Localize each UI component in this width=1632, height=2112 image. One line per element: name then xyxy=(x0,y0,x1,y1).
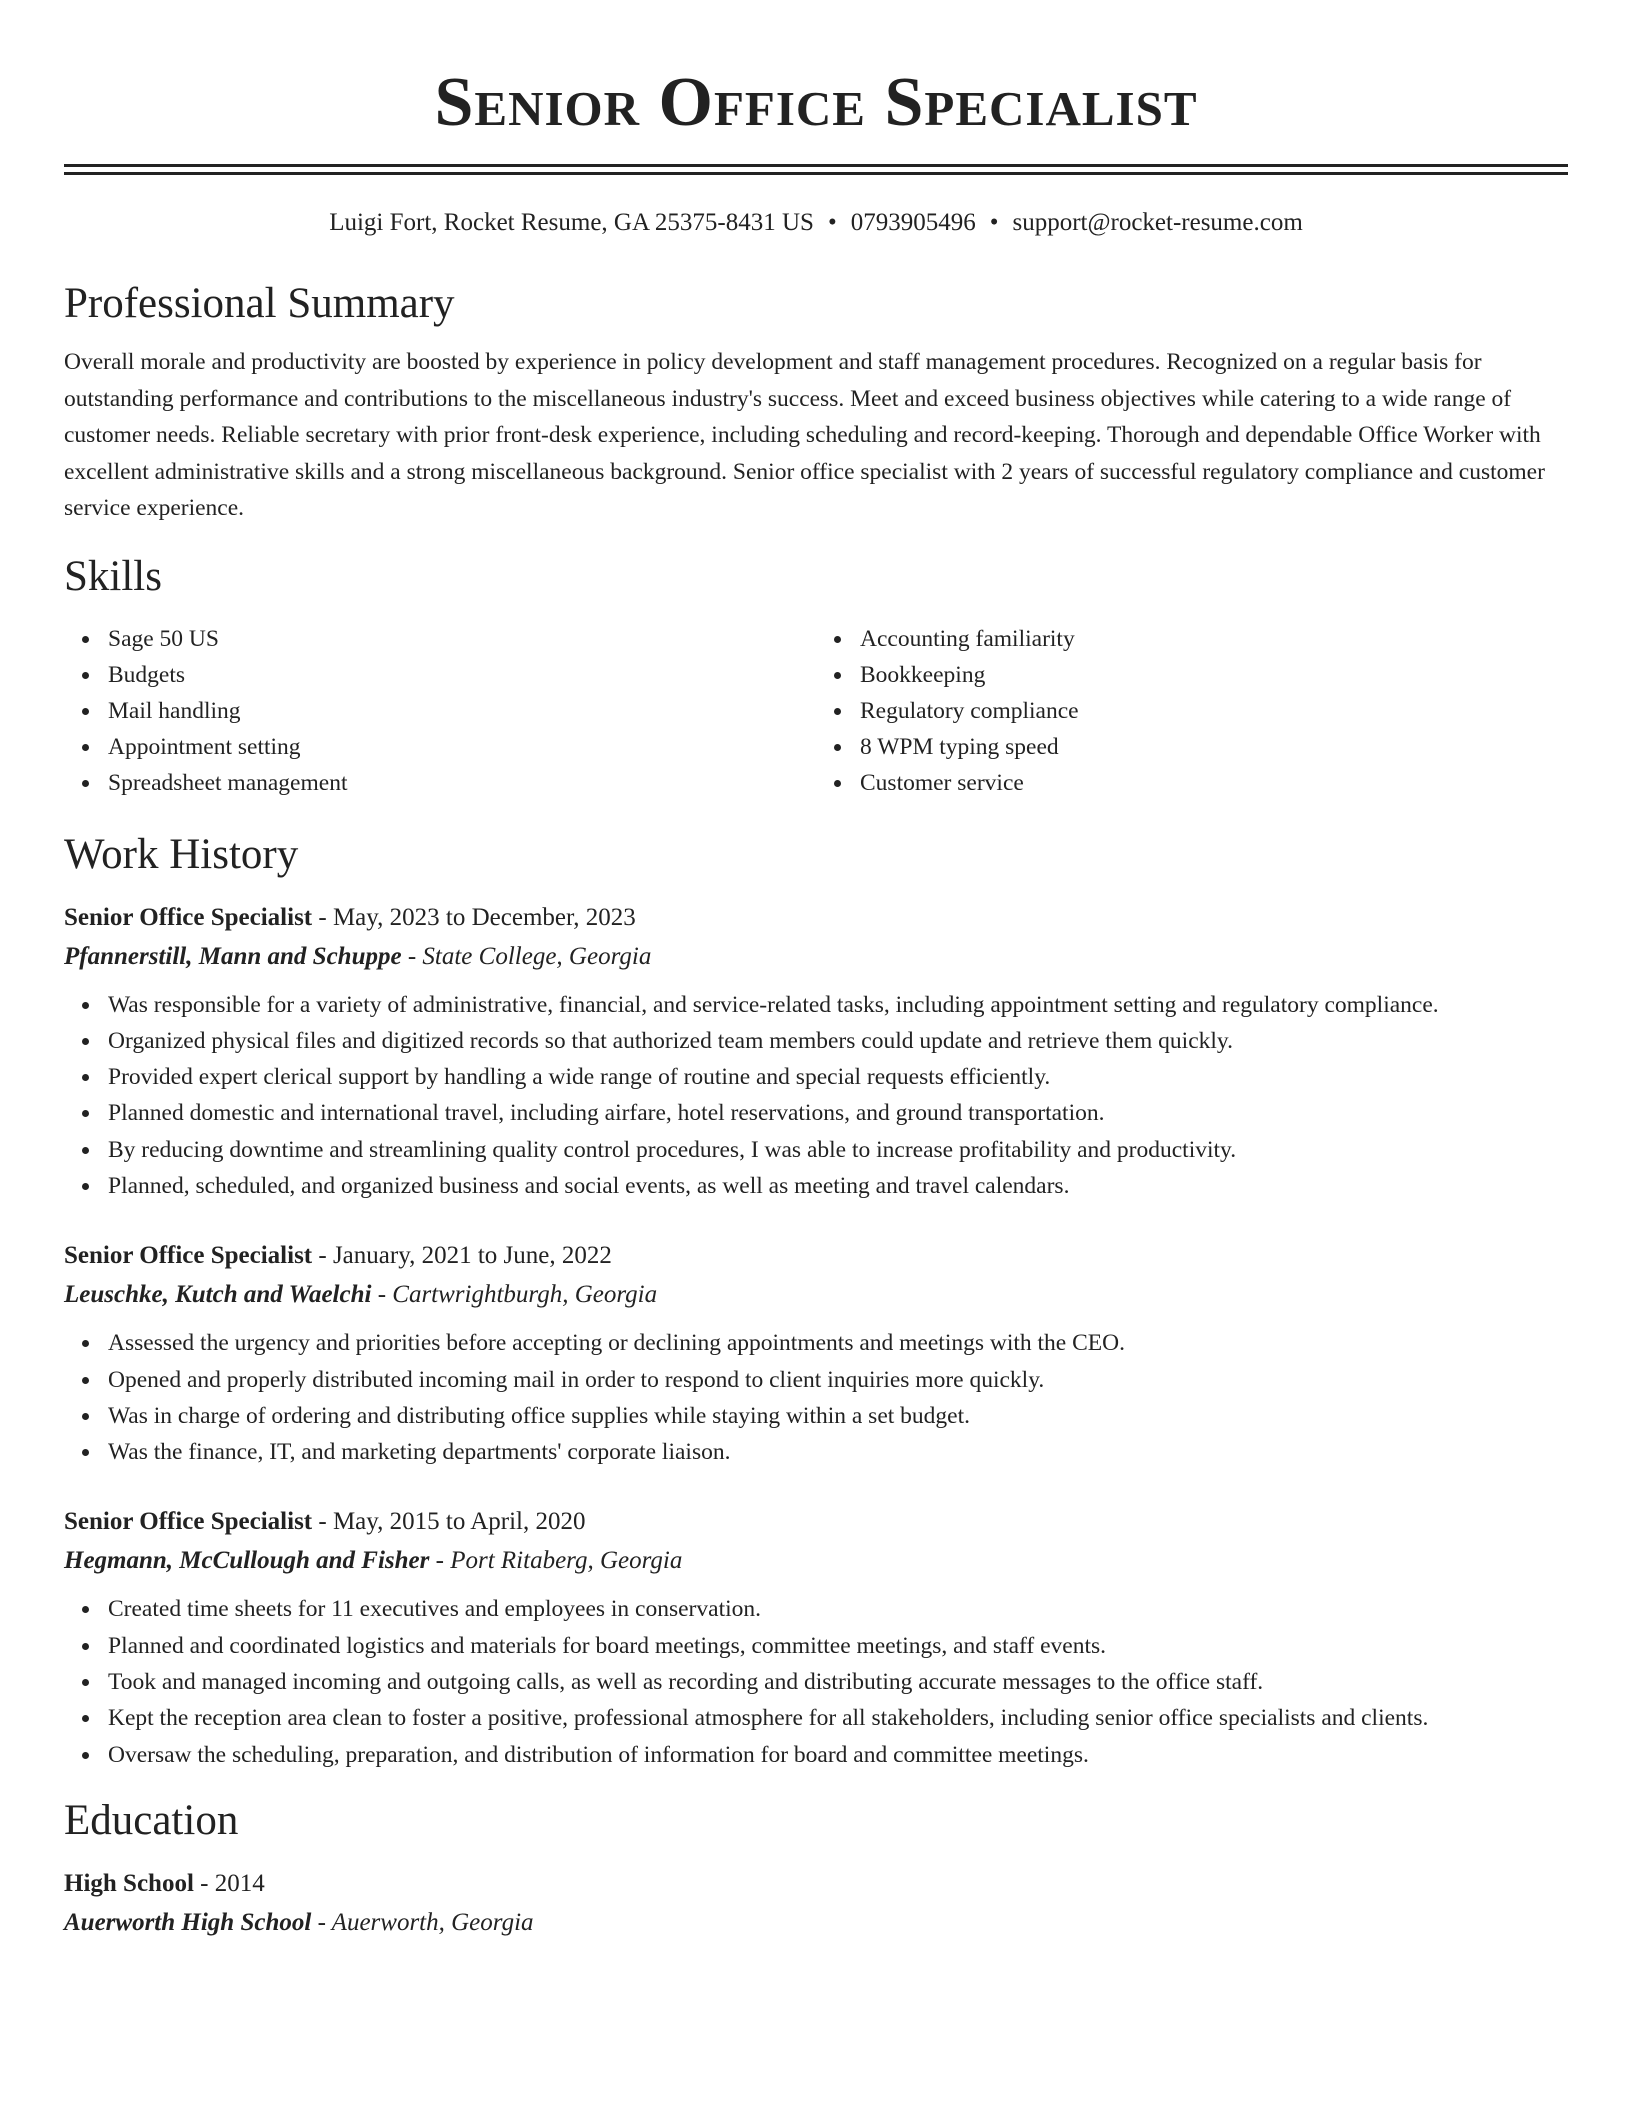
degree-line xyxy=(64,1865,1568,1903)
employer-name: Hegmann, McCullough and Fisher xyxy=(64,1547,430,1575)
skill-item: Spreadsheet management xyxy=(108,765,816,801)
employer-location: - Port Ritaberg, Georgia xyxy=(429,1547,683,1575)
resume-title: Senior Office Specialist xyxy=(434,64,1198,141)
duty-item: Opened and properly distributed incoming mail in order to respond to client inquiries more quickly. xyxy=(108,1362,1568,1398)
employer-location: - State College, Georgia xyxy=(401,942,652,970)
skill-item: Bookkeeping xyxy=(860,657,1568,693)
job-title-line xyxy=(64,899,1568,937)
employer-name: Leuschke, Kutch and Waelchi xyxy=(64,1281,372,1309)
degree-year: - 2014 xyxy=(193,1869,265,1897)
contact-line xyxy=(64,206,1568,240)
skill-item: Regulatory compliance xyxy=(860,693,1568,729)
duty-item: Organized physical files and digitized records so that authorized team members could update and retrieve them quickly. xyxy=(108,1023,1568,1059)
skills-column-left xyxy=(64,621,816,801)
job-duties xyxy=(64,1325,1568,1470)
duty-item: Was in charge of ordering and distributing office supplies while staying within a set budget. xyxy=(108,1398,1568,1434)
skill-item: Sage 50 US xyxy=(108,621,816,657)
contact-separator: • xyxy=(827,209,837,236)
duty-item: Kept the reception area clean to foster a positive, professional atmosphere for all stakeholders, including senior office specialists and clients. xyxy=(108,1700,1568,1736)
job-duties xyxy=(64,987,1568,1205)
duty-item: By reducing downtime and streamlining quality control procedures, I was able to increase profitability and productivity. xyxy=(108,1132,1568,1168)
skills-heading: Skills xyxy=(64,552,162,600)
duty-item: Planned, scheduled, and organized business and social events, as well as meeting and travel calendars. xyxy=(108,1168,1568,1204)
contact-phone: 0793905496 xyxy=(850,209,976,236)
school-line xyxy=(64,1903,1568,1943)
summary-text: Overall morale and productivity are boosted by experience in policy development and staff management procedures. Recognized on a regular basis for outstanding performance and contributions to the miscellaneous industry's success. Meet and exceed business objectives while catering to a wide range of customer needs. Reliable secretary with prior front-desk experience, including scheduling and record-keeping. Thorough and dependable Office Worker with excellent administrative skills and a strong miscellaneous background. Senior office specialist with 2 years of successful regulatory compliance and customer service experience. xyxy=(64,349,1545,521)
school-name: Auerworth High School xyxy=(64,1908,312,1936)
work-history-heading: Work History xyxy=(64,830,299,878)
duty-item: Created time sheets for 11 executives and employees in conservation. xyxy=(108,1591,1568,1627)
school-location: - Auerworth, Georgia xyxy=(311,1908,534,1936)
duty-item: Oversaw the scheduling, preparation, and distribution of information for board and committee meetings. xyxy=(108,1737,1568,1773)
employer-location: - Cartwrightburgh, Georgia xyxy=(371,1281,658,1309)
employer-line xyxy=(64,1275,1568,1315)
skills-column-right xyxy=(816,621,1568,801)
skill-item: Budgets xyxy=(108,657,816,693)
job-role: Senior Office Specialist xyxy=(64,1242,313,1270)
education-entry xyxy=(64,1865,1568,1943)
skill-item: 8 WPM typing speed xyxy=(860,729,1568,765)
skill-item: Customer service xyxy=(860,765,1568,801)
education-heading: Education xyxy=(64,1796,239,1844)
job-role: Senior Office Specialist xyxy=(64,903,313,931)
resume-page xyxy=(64,0,1568,1943)
employer-line xyxy=(64,937,1568,977)
job-dates: - May, 2023 to December, 2023 xyxy=(312,903,636,931)
duty-item: Was responsible for a variety of administrative, financial, and service-related tasks, including appointment setting and regulatory compliance. xyxy=(108,987,1568,1023)
duty-item: Planned domestic and international travel, including airfare, hotel reservations, and ground transportation. xyxy=(108,1095,1568,1131)
job-title-line xyxy=(64,1503,1568,1541)
job-role: Senior Office Specialist xyxy=(64,1508,313,1536)
degree-name: High School xyxy=(64,1869,194,1897)
duty-item: Assessed the urgency and priorities before accepting or declining appointments and meetings with the CEO. xyxy=(108,1325,1568,1361)
employer-name: Pfannerstill, Mann and Schuppe xyxy=(64,942,402,970)
summary-heading: Professional Summary xyxy=(64,280,455,327)
employer-line xyxy=(64,1541,1568,1581)
job-entry xyxy=(64,1237,1568,1470)
skill-item: Appointment setting xyxy=(108,729,816,765)
job-dates: - May, 2015 to April, 2020 xyxy=(312,1508,586,1536)
duty-item: Provided expert clerical support by handling a wide range of routine and special requests efficiently. xyxy=(108,1059,1568,1095)
skill-item: Mail handling xyxy=(108,693,816,729)
job-duties xyxy=(64,1591,1568,1772)
contact-email: support@rocket-resume.com xyxy=(1012,209,1303,236)
duty-item: Planned and coordinated logistics and materials for board meetings, committee meetings, and staff events. xyxy=(108,1628,1568,1664)
job-entry xyxy=(64,899,1568,1205)
job-dates: - January, 2021 to June, 2022 xyxy=(312,1242,612,1270)
duty-item: Was the finance, IT, and marketing departments' corporate liaison. xyxy=(108,1434,1568,1470)
title-divider xyxy=(64,164,1568,175)
contact-address: Luigi Fort, Rocket Resume, GA 25375-8431 US xyxy=(329,209,814,236)
skill-item: Accounting familiarity xyxy=(860,621,1568,657)
duty-item: Took and managed incoming and outgoing calls, as well as recording and distributing accurate messages to the office staff. xyxy=(108,1664,1568,1700)
contact-separator: • xyxy=(989,209,999,236)
job-entry xyxy=(64,1503,1568,1772)
job-title-line xyxy=(64,1237,1568,1275)
skills-list xyxy=(64,621,1568,801)
